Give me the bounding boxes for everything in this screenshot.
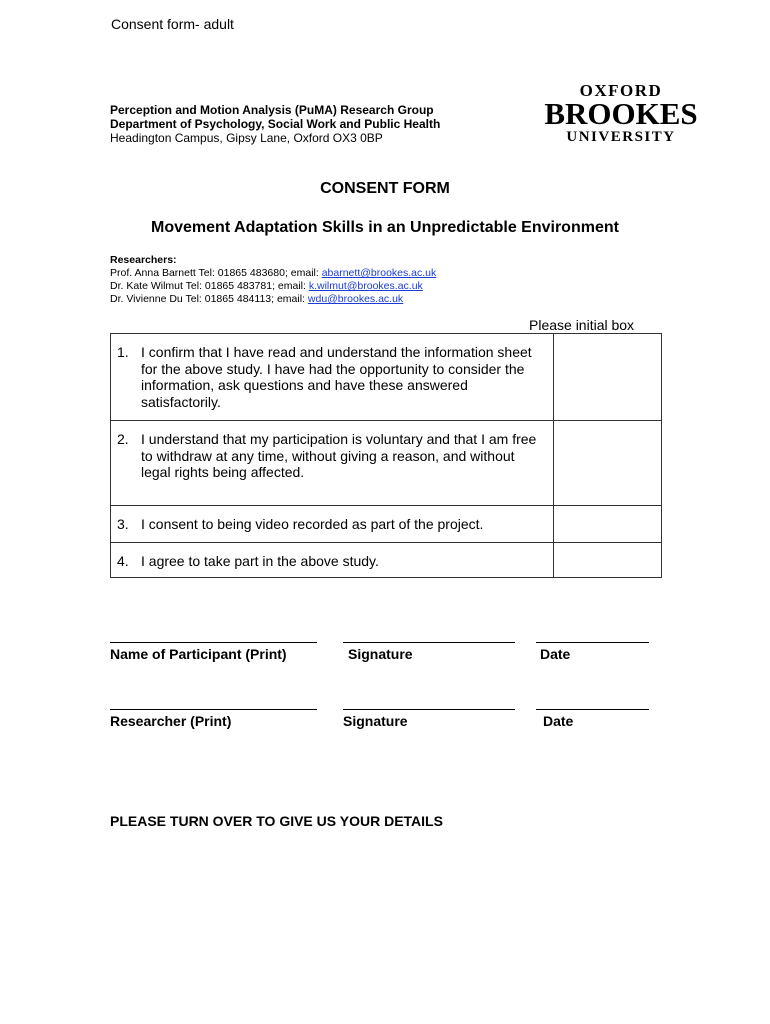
researcher-name-line[interactable]	[110, 709, 317, 710]
consent-item-row	[111, 334, 662, 421]
item-text: I understand that my participation is voluntary and that I am free to withdraw at any time, without giving a reason, and without legal rights being affected.	[141, 431, 537, 480]
participant-name-label: Name of Participant (Print)	[110, 646, 287, 662]
consent-item	[111, 334, 554, 421]
initial-box-header: Please initial box	[529, 317, 635, 333]
researcher-details: Prof. Anna Barnett Tel: 01865 483680; email:	[110, 267, 322, 279]
department-name: Department of Psychology, Social Work and Public Health	[110, 117, 441, 131]
consent-item	[111, 543, 554, 578]
item-number: 4.	[117, 553, 129, 569]
researcher-signature-line[interactable]	[343, 709, 515, 710]
researchers-block	[110, 254, 436, 306]
study-title: Movement Adaptation Skills in an Unpredictable Environment	[151, 219, 619, 236]
consent-item-row	[111, 506, 662, 543]
researcher-name-label: Researcher (Print)	[110, 713, 232, 729]
logo-line-1: OXFORD	[579, 81, 663, 100]
research-group-address	[110, 103, 440, 145]
consent-item-row	[111, 543, 662, 578]
researcher-date-label: Date	[543, 713, 574, 729]
email-link[interactable]: k.wilmut@brookes.ac.uk	[308, 280, 423, 292]
email-link[interactable]: abarnett@brookes.ac.uk	[321, 267, 437, 279]
researcher-entry	[110, 267, 436, 280]
item-number: 2.	[117, 431, 129, 447]
item-text: I consent to being video recorded as part of the project.	[141, 516, 484, 532]
initial-box[interactable]	[553, 506, 661, 543]
consent-item	[111, 421, 554, 506]
researcher-entry	[110, 280, 436, 293]
email-link[interactable]: wdu@brookes.ac.uk	[307, 293, 404, 305]
consent-item-row	[111, 421, 662, 506]
campus-address: Headington Campus, Gipsy Lane, Oxford OX3 0BP	[110, 131, 383, 145]
researcher-signature-label: Signature	[343, 713, 408, 729]
item-text: I agree to take part in the above study.	[141, 553, 379, 569]
logo-line-3: UNIVERSITY	[566, 129, 676, 145]
item-text: I confirm that I have read and understand the information sheet for the above study. I have had the opportunity to consider the information, ask questions and have these answered satisfactorily.	[141, 344, 532, 410]
researcher-details: Dr. Vivienne Du Tel: 01865 484113; email:	[110, 293, 308, 305]
group-name: Perception and Motion Analysis (PuMA) Research Group	[110, 103, 434, 117]
participant-signature-line[interactable]	[343, 642, 515, 643]
participant-name-line[interactable]	[110, 642, 317, 643]
participant-date-label: Date	[540, 646, 571, 662]
turn-over-note: PLEASE TURN OVER TO GIVE US YOUR DETAILS	[110, 813, 443, 829]
researcher-entry	[110, 293, 436, 306]
initial-box[interactable]	[553, 421, 661, 506]
researchers-heading: Researchers:	[110, 254, 177, 266]
participant-date-line[interactable]	[536, 642, 649, 643]
form-title: CONSENT FORM	[320, 180, 450, 197]
item-number: 1.	[117, 344, 129, 360]
item-number: 3.	[117, 516, 129, 532]
initial-box[interactable]	[553, 334, 661, 421]
logo-line-2: BROOKES	[544, 96, 698, 131]
document-label: Consent form- adult	[111, 16, 234, 32]
researcher-details: Dr. Kate Wilmut Tel: 01865 483781; email:	[110, 280, 309, 292]
consent-item	[111, 506, 554, 543]
consent-items-table	[110, 333, 662, 578]
university-logo	[543, 82, 699, 145]
researcher-date-line[interactable]	[536, 709, 649, 710]
participant-signature-label: Signature	[348, 646, 413, 662]
initial-box[interactable]	[553, 543, 661, 578]
